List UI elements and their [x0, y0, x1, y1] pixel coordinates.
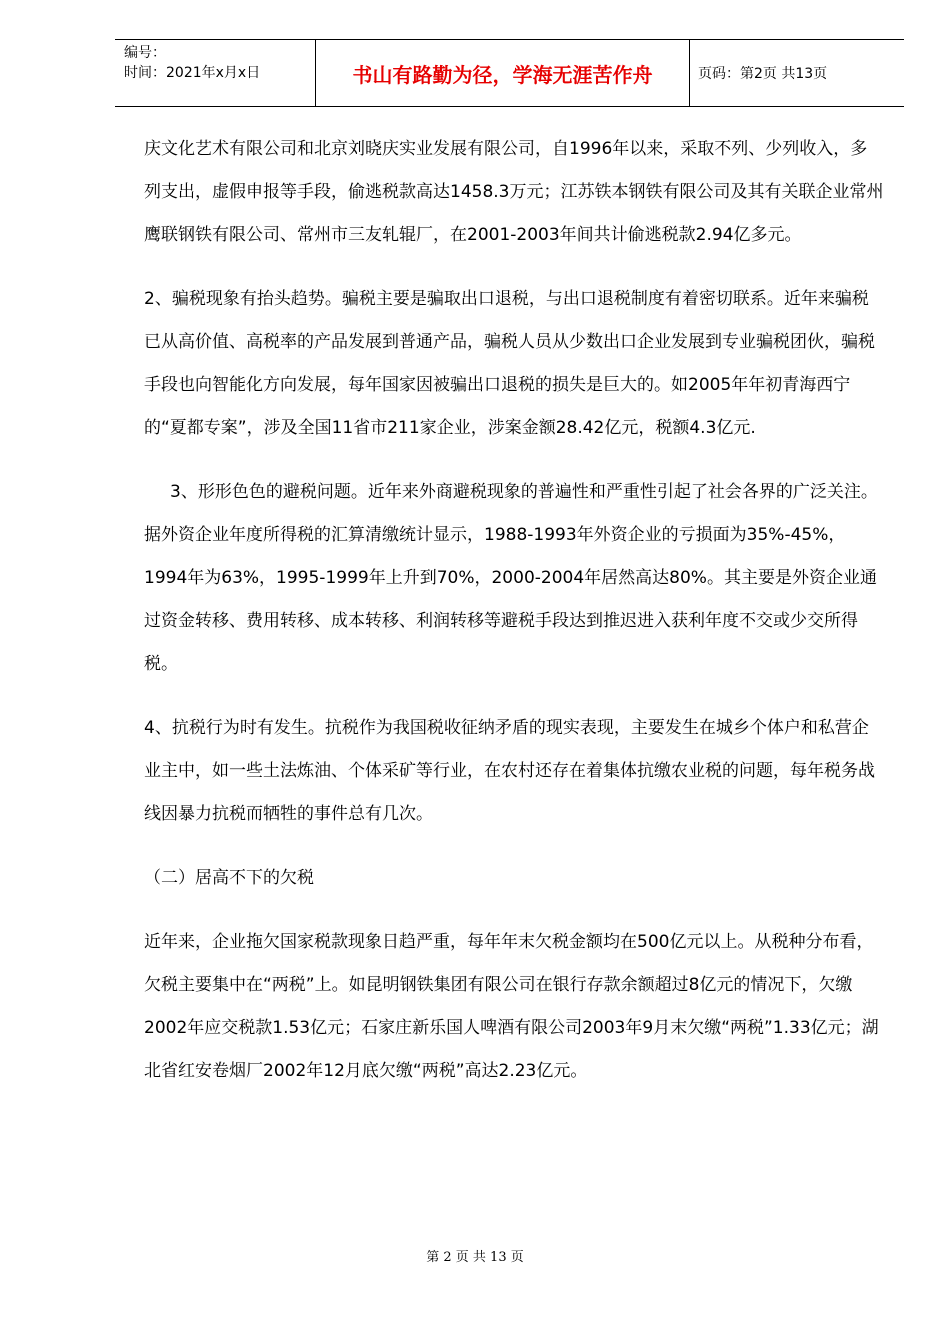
paragraph-tax-fraud: 2、骗税现象有抬头趋势。骗税主要是骗取出口退税，与出口退税制度有着密切联系。近年来骗税已从高价值、高税率的产品发展到普通产品，骗税人员从少数出口企业发展到专业骗税团伙，骗税手段也向智能化方向发展，每年国家因被骗出口退税的损失是巨大的。如2005年年初青海西宁的“夏都专案”，涉及全国11省市211家企业，涉案金额28.42亿元，税额4.3亿元.: [144, 289, 875, 438]
paragraph-tax-avoidance: 3、形形色色的避税问题。近年来外商避税现象的普遍性和严重性引起了社会各界的广泛关注。据外资企业年度所得税的汇算清缴统计显示，1988-1993年外资企业的亏损面为35%-45%，1994年为63%，1995-1999年上升到70%，2000-2004年居然高达80%。其主要是外资企业通过资金转移、费用转移、成本转移、利润转移等避税手段达到推迟进入获利年度不交或少交所得税。: [144, 482, 878, 674]
header-meta: [115, 40, 316, 106]
document-number-label: 编号：: [124, 45, 166, 61]
page-header: [115, 39, 904, 107]
section-heading-arrears: （二）居高不下的欠税: [144, 868, 314, 888]
document-body: [144, 128, 884, 1093]
paragraph-continued: 庆文化艺术有限公司和北京刘晓庆实业发展有限公司，自1996年以来，采取不列、少列收入，多列支出，虚假申报等手段，偷逃税款高达1458.3万元；江苏铁本钢铁有限公司及其有关联企业常州鹰联钢铁有限公司、常州市三友轧辊厂，在2001-2003年间共计偷逃税款2.94亿多元。: [144, 139, 884, 245]
header-motto: 书山有路勤为径，学海无涯苦作舟: [316, 40, 690, 106]
paragraph-arrears: 近年来，企业拖欠国家税款现象日趋严重，每年年末欠税金额均在500亿元以上。从税种分布看，欠税主要集中在“两税”上。如昆明钢铁集团有限公司在银行存款余额超过8亿元的情况下，欠缴2002年应交税款1.53亿元；石家庄新乐国人啤酒有限公司2003年9月末欠缴“两税”1.33亿元；湖北省红安卷烟厂2002年12月底欠缴“两税”高达2.23亿元。: [144, 932, 879, 1081]
header-page-info: 页码：第2页 共13页: [698, 66, 828, 82]
paragraph-tax-resistance: 4、抗税行为时有发生。抗税作为我国税收征纳矛盾的现实表现，主要发生在城乡个体户和私营企业主中，如一些土法炼油、个体采矿等行业，在农村还存在着集体抗缴农业税的问题，每年税务战线因暴力抗税而牺牲的事件总有几次。: [144, 718, 875, 824]
document-time-label: 时间：2021年x月x日: [124, 65, 261, 81]
page-footer: 第 2 页 共 13 页: [426, 1250, 524, 1265]
